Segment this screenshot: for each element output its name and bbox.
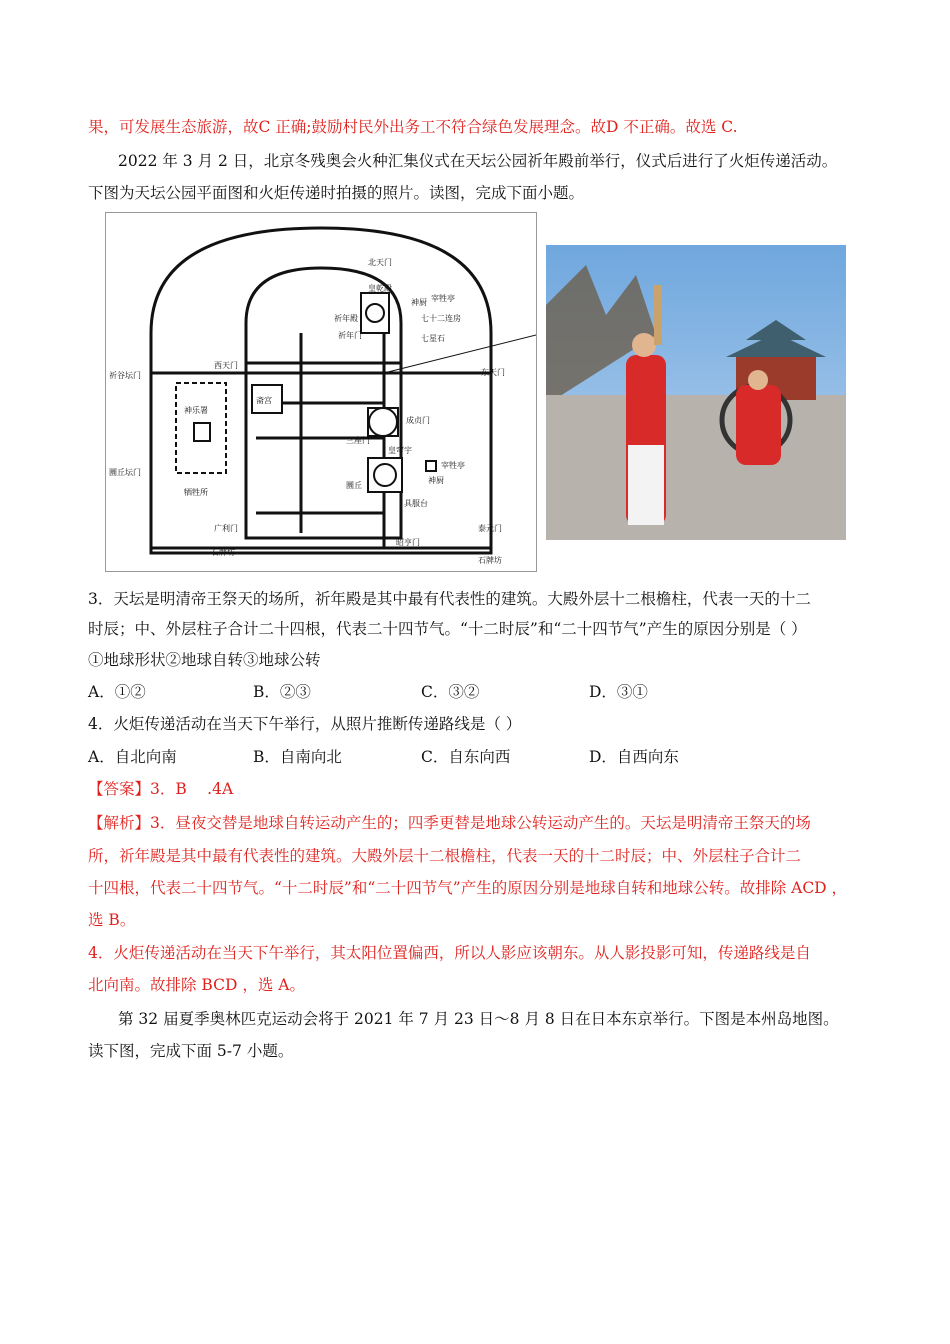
map-label: 石牌坊: [478, 556, 502, 565]
text-line: 读下图，完成下面 5-7 小题。: [88, 1042, 294, 1060]
explanation-line: 所，祈年殿是其中最有代表性的建筑。大殿外层十二根檐柱，代表一天的十二时辰；中、外层柱子合计二: [88, 847, 802, 865]
map-label: 皇乾殿: [368, 284, 392, 293]
map-label: 七星石: [421, 334, 445, 343]
map-label: 七十二连房: [421, 314, 461, 323]
text-line: 下图为天坛公园平面图和火炬传递时拍摄的照片。读图，完成下面小题。: [88, 184, 585, 202]
explanation-line: 【解析】3．昼夜交替是地球自转运动产生的；四季更替是地球公转运动产生的。天坛是明清帝王祭天的场: [88, 814, 811, 832]
option-a: A．自北向南: [88, 748, 177, 766]
explanation-line: 十四根，代表二十四节气。“十二时辰”和“二十四节气”产生的原因分别是地球自转和地球公转。故排除 ACD ，: [88, 879, 848, 897]
map-label: 祈谷坛门: [109, 371, 141, 380]
map-label: 牺牲所: [184, 488, 208, 497]
map-label: 祈年殿: [334, 314, 358, 323]
map-label: 神厨: [428, 476, 444, 485]
map-label: 东天门: [481, 368, 505, 377]
explanation-line: 选 B。: [88, 911, 136, 929]
answer-line: 【答案】3．B .4A: [88, 780, 234, 798]
map-label: 广利门: [214, 524, 238, 533]
map-label: 昭亨门: [396, 538, 420, 547]
question-4-stem: 4．火炬传递活动在当天下午举行，从照片推断传递路线是（ ）: [88, 715, 522, 733]
text-line: 2022 年 3 月 2 日，北京冬残奥会火种汇集仪式在天坛公园祈年殿前举行，仪式后进行了火炬传递活动。: [118, 152, 838, 170]
map-labels: [109, 257, 505, 565]
map-label: 神乐署: [184, 406, 208, 415]
map-label: 皇穹宇: [388, 446, 412, 455]
option-b: B．自南向北: [253, 748, 342, 766]
option-c: C．③②: [421, 683, 480, 701]
map-label: 西天门: [214, 361, 238, 370]
map-label: 斋宫: [256, 396, 272, 405]
huangqiong-circle: [369, 408, 397, 436]
map-label: 三座门: [346, 436, 370, 445]
text-line: 第 32 届夏季奥林匹克运动会将于 2021 年 7 月 23 日～8 月 8 日在日本东京举行。下图是本州岛地图。: [118, 1010, 839, 1028]
map-label: 圜丘坛门: [109, 468, 141, 477]
map-label: 成贞门: [406, 416, 430, 425]
question-3-stem: 时辰；中、外层柱子合计二十四根，代表二十四节气。“十二时辰”和“二十四节气”产生的原因分别是（ ）: [88, 620, 807, 638]
map-label: 北天门: [368, 258, 392, 267]
option-b: B．②③: [253, 683, 311, 701]
map-label: 泰元门: [478, 524, 502, 533]
option-d: D．自西向东: [589, 748, 679, 766]
map-figure: [106, 213, 536, 571]
option-c: C．自东向西: [421, 748, 511, 766]
map-label: 宰牲亭: [431, 294, 455, 303]
map-label: 具服台: [404, 499, 428, 508]
question-3-stem: 3．天坛是明清帝王祭天的场所，祈年殿是其中最有代表性的建筑。大殿外层十二根檐柱，代表一天的十二: [88, 590, 811, 608]
yuanqiu-circle: [374, 464, 396, 486]
explanation-line: 北向南。故排除 BCD ，选 A。: [88, 976, 305, 994]
torch-relay-photo: [546, 245, 846, 540]
map-label: 圜丘: [346, 481, 362, 490]
map-label: 祈年门: [338, 331, 362, 340]
explanation-line: 4．火炬传递活动在当天下午举行，其太阳位置偏西，所以人影应该朝东。从人影投影可知，传递路线是自: [88, 944, 811, 962]
option-a: A．①②: [88, 683, 146, 701]
option-d: D．③①: [589, 683, 648, 701]
map-label: 石牌坊: [211, 548, 235, 557]
map-label: 宰牲亭: [441, 461, 465, 470]
map-label: 神厨: [411, 298, 427, 307]
text-line: 果，可发展生态旅游，故C 正确;鼓励村民外出务工不符合绿色发展理念。故D 不正确。故选 C.: [88, 118, 738, 136]
question-3-stem: ①地球形状②地球自转③地球公转: [88, 651, 321, 669]
temple-of-heaven-map: [105, 212, 537, 572]
